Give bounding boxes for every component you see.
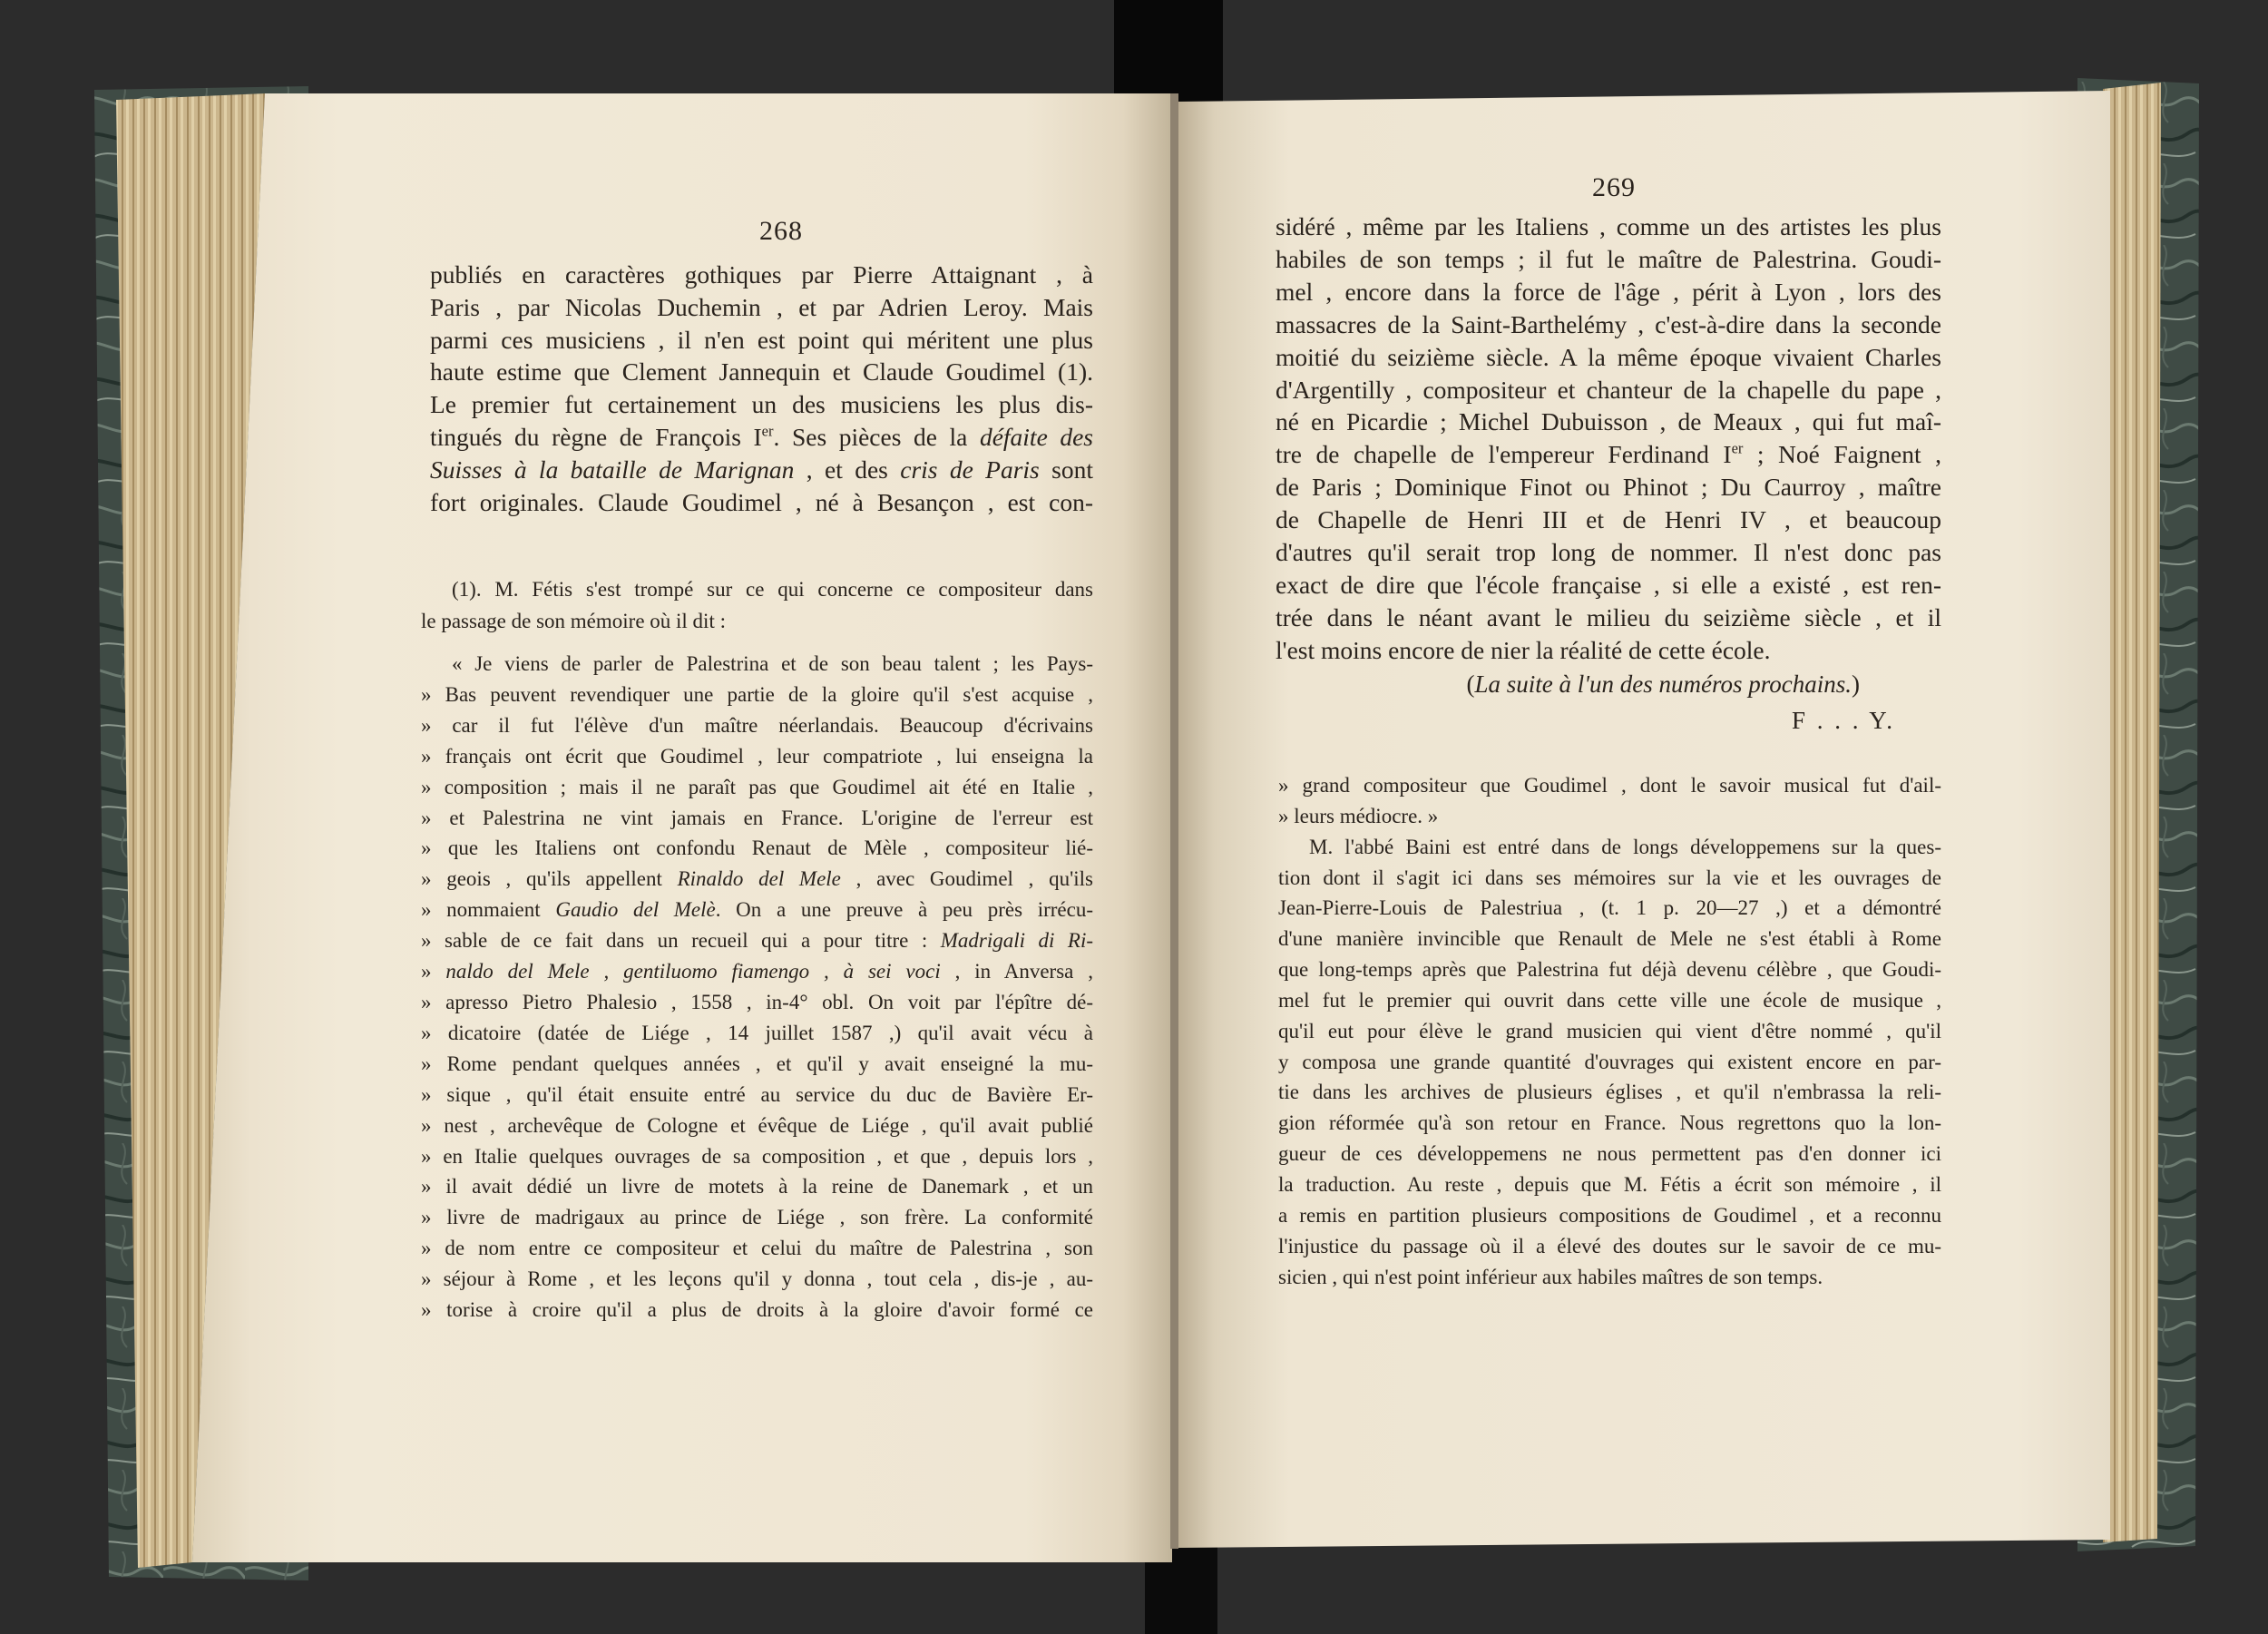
text-segment: , et des xyxy=(794,455,901,484)
text-segment: ) xyxy=(1852,670,1860,698)
italic-segment: défaite des xyxy=(979,422,1093,451)
right-footnote xyxy=(1278,770,1941,1292)
text-line xyxy=(430,454,1093,486)
text-line: fort originales. Claude Goudimel , né à Besançon , est con- xyxy=(430,487,1093,516)
footnote-line: que long-temps après que Palestrina fut déjà devenu célèbre , que Goudi- xyxy=(1278,958,1941,982)
italic-segment: Suisses à la bataille de Marignan xyxy=(430,455,795,484)
superscript: er xyxy=(761,422,774,440)
footnote-line xyxy=(421,925,1093,956)
text-line: d'Argentilly , compositeur et chanteur de la chapelle du pape , xyxy=(1276,375,1941,404)
text-segment: , avec Goudimel , qu'ils xyxy=(840,867,1093,891)
text-segment: tre de chapelle de l'empereur Ferdinand I xyxy=(1276,440,1732,469)
italic-segment: Gaudio del Melè xyxy=(555,898,716,922)
text-line: trée dans le néant avant le milieu du seizième siècle , et il xyxy=(1276,602,1941,631)
gutter-shadow-top xyxy=(1114,0,1223,107)
superscript: er xyxy=(1731,439,1744,457)
footnote-line: » apresso Pietro Phalesio , 1558 , in-4° obl. On voit par l'épître dé- xyxy=(421,990,1093,1013)
footnote-line: » en Italie quelques ouvrages de sa composition , et que , depuis lors , xyxy=(421,1144,1093,1168)
italic-segment: cris de Paris xyxy=(900,455,1040,484)
footnote-line: » torise à croire qu'il a plus de droits à la gloire d'avoir formé ce xyxy=(421,1298,1093,1322)
text-line: mel , encore dans la force de l'âge , périt à Lyon , lors des xyxy=(1276,277,1941,306)
footnote-line: M. l'abbé Baini est entré dans de longs développemens sur la ques- xyxy=(1309,835,1941,858)
left-footnote-intro xyxy=(421,574,1093,637)
right-page-edges xyxy=(2103,83,2161,1542)
left-footnote-quote xyxy=(421,649,1093,1326)
footnote-line: » nest , archevêque de Cologne et évêque de Liége , qu'il avait publié xyxy=(421,1113,1093,1137)
footnote-line: » dicatoire (datée de Liége , 14 juillet 1587 ,) qu'il avait vécu à xyxy=(421,1021,1093,1044)
footnote-line: tie dans les archives de plusieurs églises , et qu'il n'embrassa la reli- xyxy=(1278,1081,1941,1104)
text-line: exact de dire que l'école française , si elle a existé , est ren- xyxy=(1276,570,1941,599)
footnote-line: « Je viens de parler de Palestrina et de son beau talent ; les Pays- xyxy=(452,652,1093,675)
footnote-line: Jean-Pierre-Louis de Palestriua , (t. 1 p. 20—27 ,) et a démontré xyxy=(1278,896,1941,920)
footnote-line: l'injustice du passage où il a élevé des doutes sur le savoir de ce mu- xyxy=(1278,1234,1941,1257)
footnote-line: » séjour à Rome , et les leçons qu'il y donna , tout cela , dis-je , au- xyxy=(421,1267,1093,1291)
text-segment: tingués du règne de François I xyxy=(430,422,762,451)
footnote-line: qu'il eut pour élève le grand musicien qui vient d'être nommé , qu'il xyxy=(1278,1019,1941,1042)
footnote-line: » car il fut l'élève d'un maître néerlandais. Beaucoup d'écrivains xyxy=(421,713,1093,737)
text-segment: ( xyxy=(1466,670,1475,698)
text-line: habiles de son temps ; il fut le maître de Palestrina. Goudi- xyxy=(1276,244,1941,273)
text-segment: ; Noé Faignent , xyxy=(1743,440,1941,469)
author-signature: F . . . Y. xyxy=(1792,707,1896,734)
italic-segment: Rinaldo del Mele xyxy=(677,867,841,891)
italic-segment: Madrigali di Ri- xyxy=(940,929,1093,953)
footnote-line: d'une manière invincible que Renault de Mele ne s'est établi à Rome xyxy=(1278,927,1941,951)
footnote-line: » Bas peuvent revendiquer une partie de la gloire qu'il s'est acquise , xyxy=(421,682,1093,706)
text-line: de Chapelle de Henri III et de Henri IV , et beaucoup xyxy=(1276,505,1941,534)
text-segment: » xyxy=(421,960,446,983)
footnote-line xyxy=(421,895,1093,925)
footnote-line: tion dont il s'agit ici dans ses mémoires sur la vie et les ouvrages de xyxy=(1278,866,1941,889)
footnote-line: a remis en partition plusieurs compositions de Goudimel , et a reconnu xyxy=(1278,1203,1941,1227)
footnote-line: » grand compositeur que Goudimel , dont le savoir musical fut d'ail- xyxy=(1278,774,1941,797)
text-segment: » sable de ce fait dans un recueil qui a pour titre : xyxy=(421,929,941,953)
footnote-line: » français ont écrit que Goudimel , leur compatriote , lui enseigna la xyxy=(421,744,1093,768)
footnote-line: » et Palestrina ne vint jamais en France. L'origine de l'erreur est xyxy=(421,806,1093,829)
text-line: sidéré , même par les Italiens , comme un des artistes les plus xyxy=(1276,212,1941,240)
footnote-line xyxy=(421,956,1093,987)
text-segment: . On a une preuve à peu près irrécu- xyxy=(715,898,1093,922)
text-line: haute estime que Clement Jannequin et Claude Goudimel (1). xyxy=(430,357,1093,386)
footnote-line: le passage de son mémoire où il dit : xyxy=(421,609,726,632)
text-line: Le premier fut certainement un des musiciens les plus dis- xyxy=(430,390,1093,419)
text-segment: . Ses pièces de la xyxy=(773,422,980,451)
footnote-line: » sique , qu'il était ensuite entré au service du duc de Bavière Er- xyxy=(421,1082,1093,1106)
footnote-line: » Rome pendant quelques années , et qu'il y avait enseigné la mu- xyxy=(421,1052,1093,1075)
gutter-line xyxy=(1170,93,1178,1549)
footnote-line: » composition ; mais il ne paraît pas que Goudimel ait été en Italie , xyxy=(421,775,1093,798)
footnote-line: » il avait dédié un livre de motets à la reine de Danemark , et un xyxy=(421,1175,1093,1199)
text-segment: » nommaient xyxy=(421,898,556,922)
footnote-line: » livre de madrigaux au prince de Liége , son frère. La conformité xyxy=(421,1206,1093,1229)
right-page-body xyxy=(1276,210,1941,667)
text-line xyxy=(1276,438,1941,471)
text-line: né en Picardie ; Michel Dubuisson , de Meaux , qui fut maî- xyxy=(1276,407,1941,436)
page-number-left: 268 xyxy=(759,216,803,246)
text-segment: sont xyxy=(1039,455,1093,484)
footnote-line: la traduction. Au reste , depuis que M. Fétis a écrit son mémoire , il xyxy=(1278,1172,1941,1196)
footnote-line: (1). M. Fétis s'est trompé sur ce qui concerne ce compositeur dans xyxy=(452,578,1093,601)
text-line xyxy=(430,421,1093,454)
text-line: d'autres qu'il serait trop long de nommer. Il n'est donc pas xyxy=(1276,538,1941,567)
footnote-line: gion réformée qu'à son retour en France. Nous regrettons quo la lon- xyxy=(1278,1111,1941,1135)
footnote-line: gueur de ces développemens ne nous permettent pas d'en donner ici xyxy=(1278,1142,1941,1166)
text-line: massacres de la Saint-Barthelémy , c'est-à-dire dans la seconde xyxy=(1276,309,1941,338)
left-page-body xyxy=(430,259,1093,518)
continuation-note xyxy=(1276,668,1860,700)
footnote-line: sicien , qui n'est point inférieur aux habiles maîtres de son temps. xyxy=(1278,1265,1823,1288)
text-line: de Paris ; Dominique Finot ou Phinot ; Du Caurroy , maître xyxy=(1276,473,1941,502)
text-segment: » geois , qu'ils appellent xyxy=(421,867,678,891)
text-segment: , in Anversa , xyxy=(940,960,1093,983)
italic-segment: naldo del Mele , gentiluomo fiamengo , à sei voci xyxy=(445,960,941,983)
footnote-line: » de nom entre ce compositeur et celui du maître de Palestrina , son xyxy=(421,1237,1093,1260)
footnote-line xyxy=(421,864,1093,895)
footnote-line: mel fut le premier qui ouvrit dans cette ville une école de musique , xyxy=(1278,988,1941,1012)
text-line: moitié du seizième siècle. A la même époque vivaient Charles xyxy=(1276,342,1941,371)
text-line: parmi ces musiciens , il n'en est point qui méritent une plus xyxy=(430,325,1093,354)
italic-segment: La suite à l'un des numéros prochains. xyxy=(1474,670,1852,698)
footnote-line: y composa une grande quantité d'ouvrages qui existent encore en par- xyxy=(1278,1050,1941,1073)
footnote-line: » leurs médiocre. » xyxy=(1278,804,1439,827)
text-line: l'est moins encore de nier la réalité de cette école. xyxy=(1276,635,1771,664)
footnote-line: » que les Italiens ont confondu Renaut de Mèle , compositeur lié- xyxy=(421,837,1093,860)
page-number-right: 269 xyxy=(1592,172,1636,202)
text-line: publiés en caractères gothiques par Pierre Attaignant , à xyxy=(430,260,1093,289)
text-line: Paris , par Nicolas Duchemin , et par Adrien Leroy. Mais xyxy=(430,292,1093,321)
